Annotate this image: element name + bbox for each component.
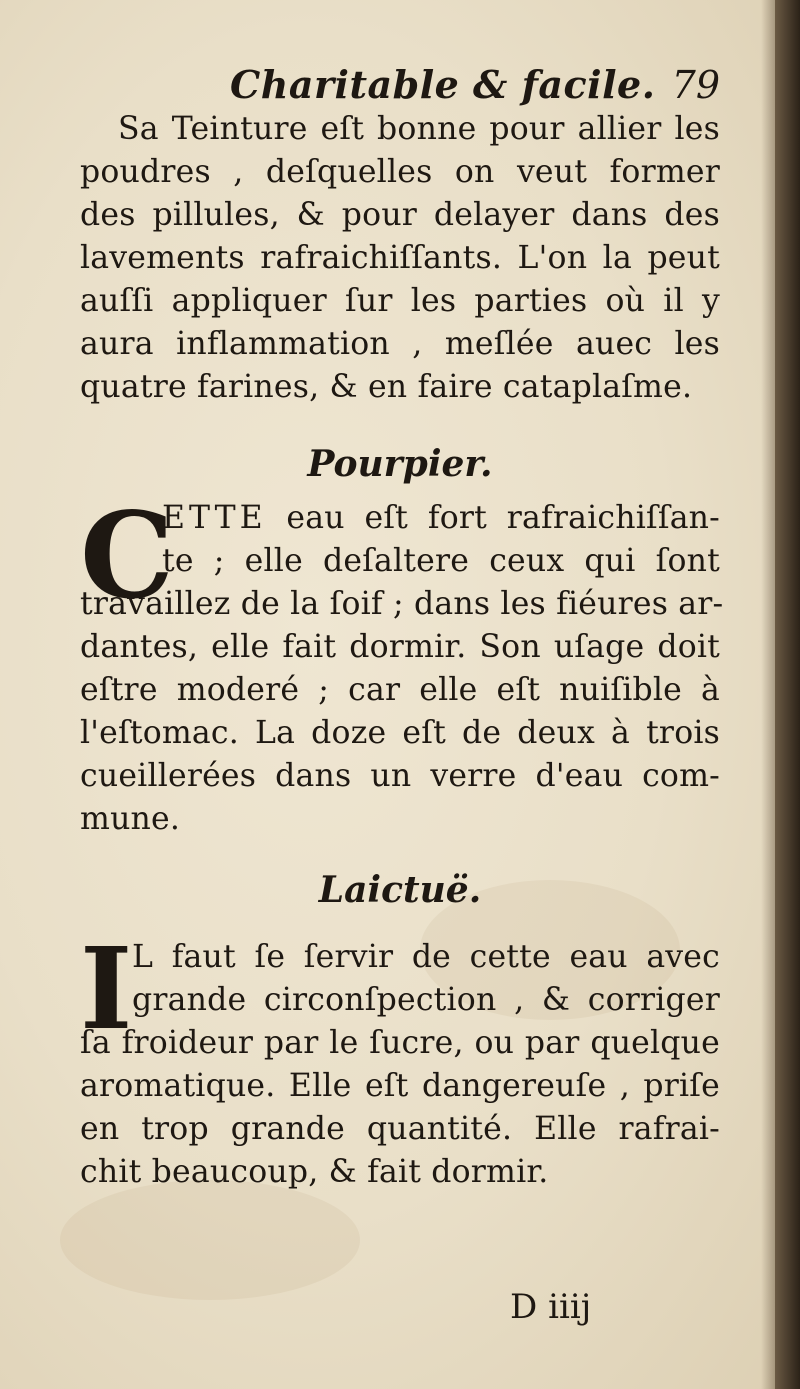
book-spine-edge [775, 0, 800, 1389]
text-line: grande circonſpection , & corriger [132, 982, 720, 1018]
paper-stain [60, 1180, 360, 1300]
page-number: 79 [671, 63, 720, 107]
text-line: travaillez de la ſoif ; dans les fiéures ar- [80, 586, 724, 622]
running-title: Charitable & facile. [230, 62, 656, 107]
section-heading-pourpier: Pourpier. [307, 443, 493, 485]
text-line: chit beaucoup, & fait dormir. [80, 1154, 549, 1190]
drop-cap: I [80, 924, 133, 1055]
text-line: des pillules, & pour delayer dans des [80, 197, 720, 233]
text-line: lavements rafraichiſſants. L'on la peut [80, 240, 720, 276]
text-line: dantes, elle fait dormir. Son uſage doit [80, 629, 720, 665]
paragraph-laictue [80, 924, 720, 1194]
text-line: ſa froideur par le ſucre, ou par quelque [80, 1025, 720, 1061]
signature-mark: D iiij [510, 1287, 592, 1327]
text-line: Sa Teinture eſt bonne pour allier les [118, 111, 720, 147]
text-line: eſtre moderé ; car elle eſt nuiſible à [80, 672, 720, 708]
section-heading-laictue: Laictuë. [318, 869, 482, 911]
drop-cap: C [80, 486, 174, 625]
page-header [80, 60, 720, 110]
text-fragment: eau eſt fort rafraichiſſan- [286, 500, 721, 536]
text-line: aura inflammation , meſlée auec les [80, 326, 720, 362]
text-line: auſſi appliquer ſur les parties où il y [80, 283, 720, 319]
text-line: cueillerées dans un verre d'eau com- [80, 758, 720, 794]
small-caps-word: ETTE [162, 500, 267, 536]
paragraph-pourpier [80, 486, 724, 841]
text-line: poudres , deſquelles on veut former [80, 154, 720, 190]
text-line: l'eſtomac. La doze eſt de deux à trois [80, 715, 720, 751]
paragraph-teinture [80, 108, 720, 409]
text-line: aromatique. Elle eſt dangereuſe , priſe [80, 1068, 720, 1104]
text-line: quatre farines, & en faire cataplaſme. [80, 369, 693, 405]
text-line: en trop grande quantité. Elle rafrai- [80, 1111, 720, 1147]
text-line [80, 497, 720, 540]
text-line: te ; elle deſaltere ceux qui ſont [162, 543, 720, 579]
text-line: mune. [80, 801, 181, 837]
text-line: L faut ſe ſervir de cette eau avec [132, 939, 720, 975]
